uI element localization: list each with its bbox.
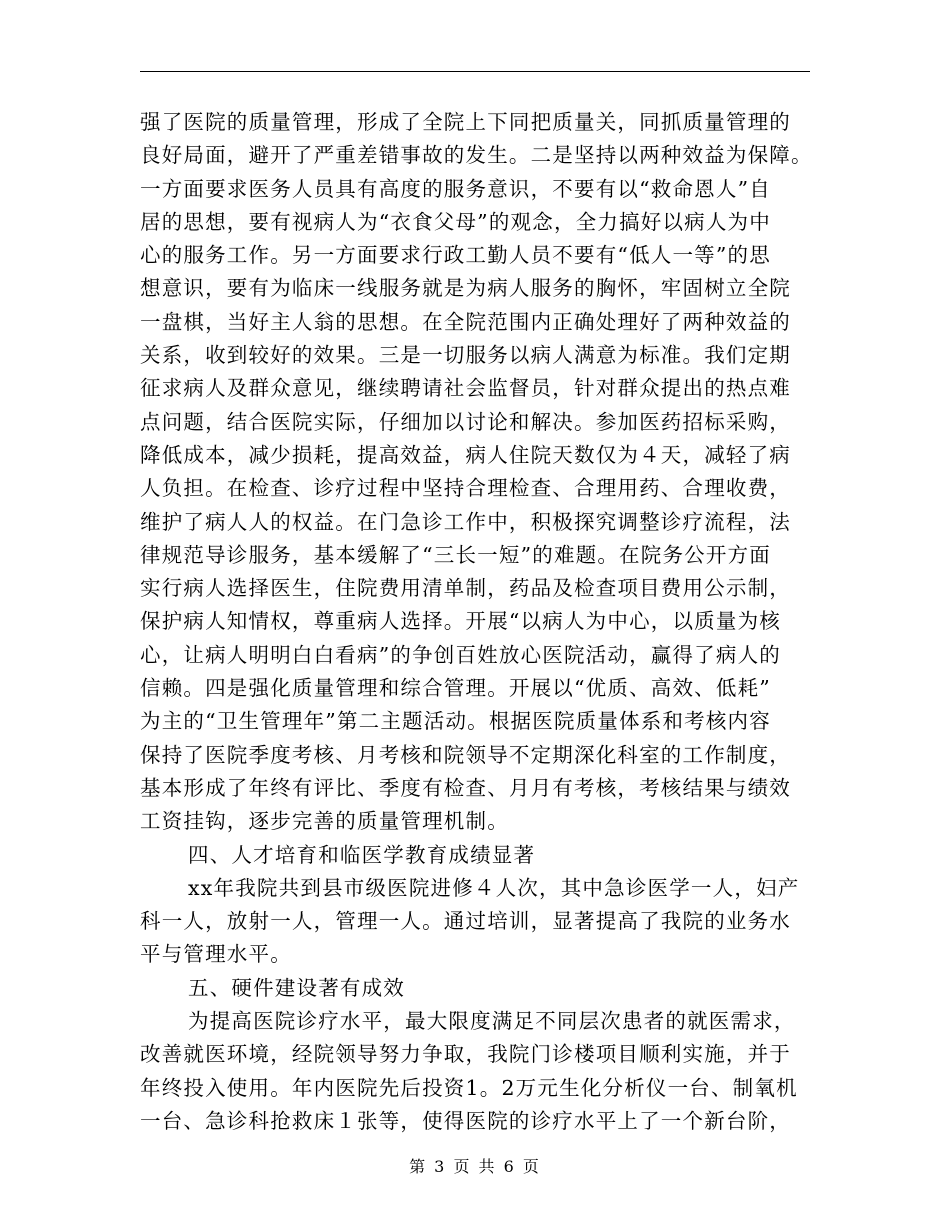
text-line: 居的思想，要有视病人为“衣食父母”的观念，全力搞好以病人为中: [140, 209, 771, 234]
text-line: 年终投入使用。年内医院先后投资1。2万元生化分析仪一台、制氧机: [140, 1075, 798, 1100]
text-line: 律规范导诊服务，基本缓解了“三长一短”的难题。在院务公开方面: [140, 542, 771, 567]
text-line: 点问题，结合医院实际，仔细加以讨论和解决。参加医药招标采购，: [140, 409, 791, 434]
text-line: 为主的“卫生管理年”第二主题活动。根据医院质量体系和考核内容: [140, 709, 771, 734]
page-number-footer: 第 3 页 共 6 页: [409, 1157, 541, 1176]
text-line: 关系，收到较好的效果。三是一切服务以病人满意为标准。我们定期: [140, 343, 791, 368]
text-line: 保护病人知情权，尊重病人选择。开展“以病人为中心，以质量为核: [140, 609, 781, 634]
text-line: 降低成本，减少损耗，提高效益，病人住院天数仅为４天，减轻了病: [140, 442, 791, 467]
text-line: xx年我院共到县市级医院进修４人次，其中急诊医学一人，妇产: [188, 875, 800, 900]
text-line: 为提高医院诊疗水平，最大限度满足不同层次患者的就医需求，: [188, 1009, 796, 1034]
text-line: 实行病人选择医生，住院费用清单制，药品及检查项目费用公示制，: [140, 576, 791, 601]
text-line: 基本形成了年终有评比、季度有检查、月月有考核，考核结果与绩效: [140, 775, 791, 800]
text-line: 一盘棋，当好主人翁的思想。在全院范围内正确处理好了两种效益的: [140, 309, 791, 334]
text-line: 科一人，放射一人，管理一人。通过培训，显著提高了我院的业务水: [140, 909, 791, 934]
text-line: 工资挂钩，逐步完善的质量管理机制。: [140, 809, 509, 834]
document-body: [140, 106, 820, 1138]
text-line: 维护了病人人的权益。在门急诊工作中，积极探究调整诊疗流程，法: [140, 509, 791, 534]
text-line: 保持了医院季度考核、月考核和院领导不定期深化科室的工作制度，: [140, 742, 791, 767]
text-line: 信赖。四是强化质量管理和综合管理。开展以“优质、高效、低耗”: [140, 676, 771, 701]
text-line: 想意识，要有为临床一线服务就是为病人服务的胸怀，牢固树立全院: [140, 276, 791, 301]
section-heading: 五、硬件建设著有成效: [188, 975, 405, 1000]
text-line: 良好局面，避开了严重差错事故的发生。二是坚持以两种效益为保障。: [140, 143, 813, 168]
text-line: 人负担。在检查、诊疗过程中坚持合理检查、合理用药、合理收费，: [140, 476, 791, 501]
text-line: 改善就医环境，经院领导努力争取，我院门诊楼项目顺利实施，并于: [140, 1042, 791, 1067]
text-line: 一台、急诊科抢救床１张等，使得医院的诊疗水平上了一个新台阶，: [140, 1108, 791, 1133]
text-line: 一方面要求医务人员具有高度的服务意识，不要有以“救命恩人”自: [140, 176, 771, 201]
text-line: 强了医院的质量管理，形成了全院上下同把质量关，同抓质量管理的: [140, 110, 791, 134]
text-line: 心的服务工作。另一方面要求行政工勤人员不要有“低人一等”的思: [140, 243, 771, 268]
header-rule: [140, 71, 810, 72]
section-heading: 四、人才培育和临医学教育成绩显著: [188, 842, 536, 867]
text-line: 心，让病人明明白白看病”的争创百姓放心医院活动，赢得了病人的: [140, 642, 781, 667]
text-line: 平与管理水平。: [140, 942, 292, 967]
text-line: 征求病人及群众意见，继续聘请社会监督员，针对群众提出的热点难: [140, 376, 791, 401]
